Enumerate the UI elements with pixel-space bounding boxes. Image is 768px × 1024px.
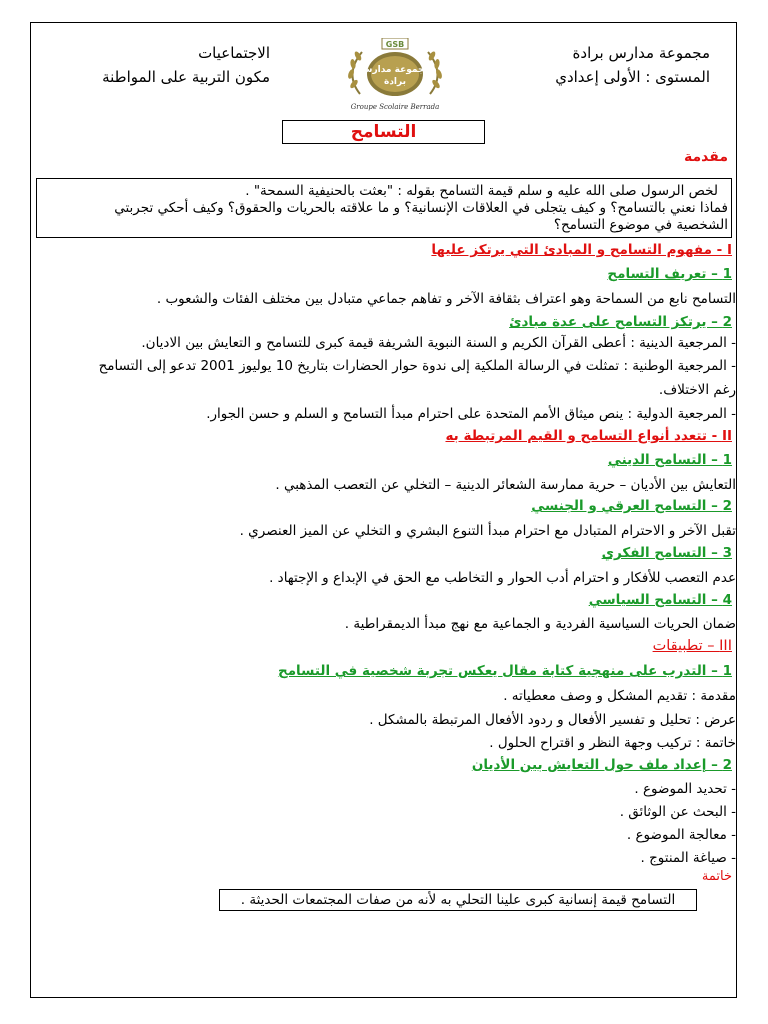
tolerance-type-text: عدم التعصب للأفكار و احترام أدب الحوار و التخاطب مع الحق في الإبداع و الإجتهاد . <box>269 570 736 586</box>
principle-line: - المرجعية الدينية : أعطى القرآن الكريم و السنة النبوية الشريفة قيمة كبرى للتسامح و التعايش بين الاديان. <box>141 335 736 351</box>
application-2-line: - معالجة الموضوع . <box>626 827 736 843</box>
application-2-heading: 2 – إعداد ملف حول التعايش بين الأديان <box>471 757 732 773</box>
conclusion-heading: خاتمة <box>701 869 732 884</box>
principle-line: رغم الاختلاف. <box>658 382 736 398</box>
level: المستوى : الأولى إعدادي <box>555 68 710 86</box>
logo-top-text: GSB <box>385 40 405 49</box>
principle-line: - المرجعية الدولية : ينص ميثاق الأمم المتحدة على احترام مبدأ التسامح و السلم و حسن الجوار. <box>206 406 736 422</box>
intro-line: لخص الرسول صلى الله عليه و سلم قيمة التسامح بقوله : "بعثت بالحنيفية السمحة" . <box>245 183 718 199</box>
intro-heading: مقدمة <box>684 149 728 165</box>
tolerance-type-text: التعايش بين الأديان – حرية ممارسة الشعائر الدينية – التخلي عن التعصب المذهبي . <box>275 477 736 493</box>
tolerance-type-heading: 4 – التسامح السياسي <box>588 592 732 608</box>
component: مكون التربية على المواطنة <box>102 68 270 86</box>
section-3-heading: III – تطبيقات <box>652 638 732 654</box>
principle-line: - المرجعية الوطنية : تمثلت في الرسالة الملكية إلى ندوة حوار الحضارات بتاريخ 10 يوليوز 2001 تدعو إلى التسامح <box>98 358 736 374</box>
tolerance-type-heading: 3 – التسامح الفكري <box>601 545 732 561</box>
tolerance-type-text: ضمان الحريات السياسية الفردية و الجماعية مع نهج مبدأ الديمقراطية . <box>344 616 736 632</box>
tolerance-type-heading: 2 – التسامح العرقي و الجنسي <box>531 498 732 514</box>
logo-bottom-text: Groupe Scolaire Berrada <box>350 103 440 111</box>
section-1-sub1-heading: 1 – تعريف التسامح <box>607 266 732 282</box>
section-1-sub2-heading: 2 – يرتكز التسامح على عدة مبادئ <box>509 314 732 330</box>
application-2-line: - البحث عن الوثائق . <box>619 804 736 820</box>
application-1-line: عرض : تحليل و تفسير الأفعال و ردود الأفعال المرتبطة بالمشكل . <box>369 712 736 728</box>
application-1-heading: 1 – التدرب على منهجية كتابة مقال يعكس تجربة شخصية في التسامح <box>277 663 732 679</box>
conclusion-box: التسامح قيمة إنسانية كبرى علينا التحلي به لأنه من صفات المجتمعات الحديثة . <box>219 889 697 911</box>
application-2-line: - صياغة المنتوج . <box>640 850 736 866</box>
application-1-line: خاتمة : تركيب وجهة النظر و اقتراح الحلول . <box>489 735 736 751</box>
tolerance-type-heading: 1 – التسامح الديني <box>607 452 732 468</box>
section-2-heading: II - تتعدد أنواع التسامح و القيم المرتبطة به <box>445 428 732 444</box>
application-1-line: مقدمة : تقديم المشكل و وصف معطياته . <box>503 688 736 704</box>
school-logo <box>330 38 460 114</box>
svg-text:برادة: برادة <box>384 77 406 87</box>
tolerance-type-text: تقبل الآخر و الاحترام المتبادل مع احترام مبدأ التنوع البشري و التخلي عن الميز العنصري . <box>239 523 736 539</box>
intro-line: الشخصية في موضوع التسامح؟ <box>553 217 728 233</box>
school-group: مجموعة مدارس برادة <box>572 44 710 62</box>
subject: الاجتماعيات <box>198 44 270 62</box>
section-1-sub1-text: التسامح نابع من السماحة وهو اعتراف بثقافة الآخر و تفاهم جماعي متبادل بين مختلف الفئات والشعوب . <box>156 291 736 307</box>
section-1-heading: I - مفهوم التسامح و المبادئ التي يرتكز عليها <box>431 242 732 258</box>
intro-line: فماذا نعني بالتسامح؟ و كيف يتجلى في العلاقات الإنسانية؟ و ما علاقته بالحريات والحقوق؟ وكيف أحكي تجربتي <box>114 200 728 216</box>
svg-text:مجموعة مدارس: مجموعة مدارس <box>360 65 430 75</box>
application-2-line: - تحديد الموضوع . <box>634 781 736 797</box>
page-title: التسامح <box>282 120 485 144</box>
